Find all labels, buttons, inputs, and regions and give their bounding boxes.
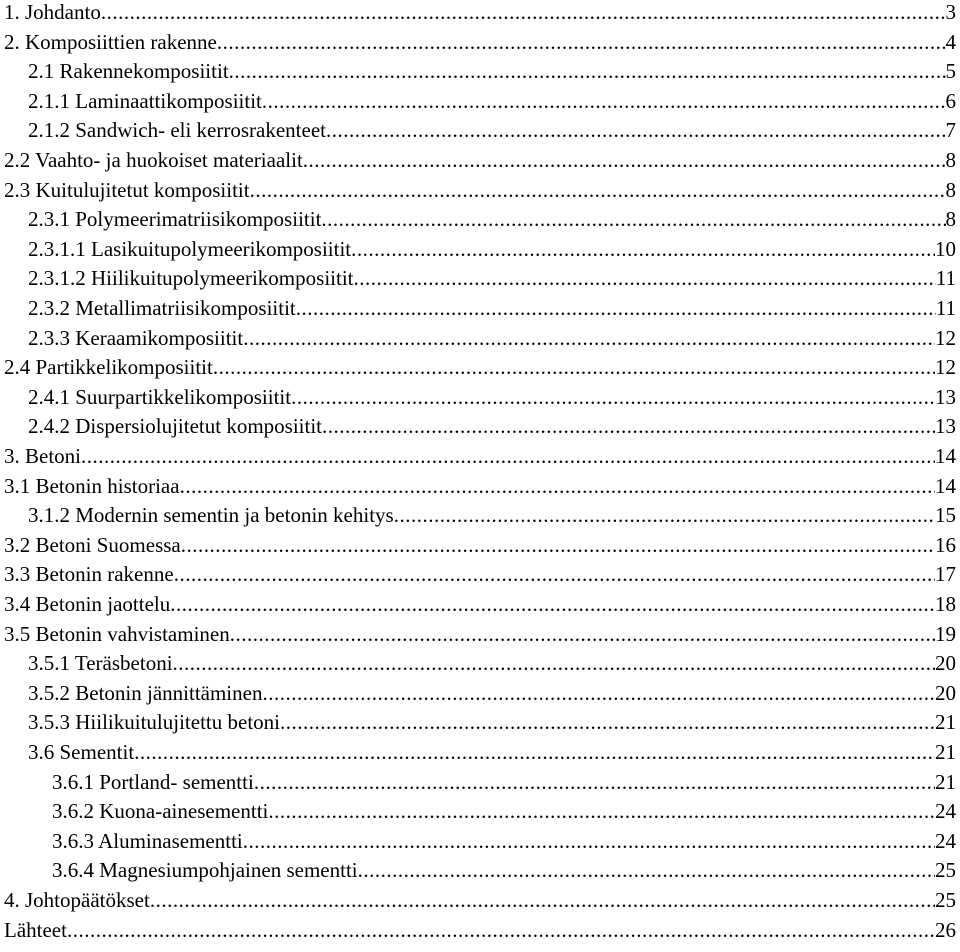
toc-entry-label: 2.3.1 Polymeerimatriisikomposiitit [28, 207, 322, 232]
toc-entry-page: 25 [935, 888, 956, 912]
toc-entry-label: 2. Komposiittien rakenne [4, 29, 217, 54]
dot-leader [213, 355, 935, 380]
dot-leader [174, 562, 935, 587]
toc-entry-page: 25 [935, 858, 956, 883]
dot-leader [291, 385, 935, 410]
toc-entry[interactable] [0, 681, 956, 711]
dot-leader [134, 740, 935, 765]
toc-entry-page: 12 [935, 325, 956, 350]
toc-entry-page: 13 [935, 384, 956, 409]
toc-entry-label: Lähteet [4, 917, 67, 942]
toc-entry-label: 2.3.1.2 Hiilikuitupolymeerikomposiitit [28, 266, 354, 291]
toc-entry-label: 3.6.2 Kuona-ainesementti [52, 799, 269, 824]
toc-entry-label: 2.3 Kuitulujitetut komposiitit [4, 177, 250, 202]
toc-entry-label: 3.5.1 Teräsbetoni [28, 651, 173, 676]
toc-entry-page: 14 [935, 473, 956, 498]
dot-leader [296, 296, 936, 321]
toc-entry[interactable] [0, 562, 956, 592]
toc-entry-label: 2.2 Vaahto- ja huokoiset materiaalit [4, 148, 303, 172]
dot-leader [217, 30, 946, 55]
toc-entry-label: 3.5.3 Hiilikuitulujitettu betoni [28, 710, 280, 735]
toc-entry-label: 3.6.3 Aluminasementti [52, 828, 243, 853]
toc-entry[interactable] [0, 207, 956, 237]
toc-entry-label: 2.3.1.1 Lasikuitupolymeerikomposiitit [28, 236, 352, 261]
toc-entry[interactable] [0, 799, 956, 829]
toc-entry[interactable] [0, 651, 956, 681]
toc-entry[interactable] [0, 0, 956, 30]
dot-leader [394, 503, 935, 528]
toc-entry-label: 3.1 Betonin historiaa [4, 473, 180, 498]
dot-leader [321, 207, 945, 232]
dot-leader [262, 89, 946, 114]
toc-entry[interactable] [0, 740, 956, 770]
toc-entry-page: 16 [935, 532, 956, 557]
dot-leader [268, 799, 935, 824]
toc-entry[interactable] [0, 266, 956, 296]
dot-leader [243, 829, 935, 854]
toc-entry-label: 2.4.2 Dispersiolujitetut komposiitit [28, 414, 322, 439]
toc-entry[interactable] [0, 829, 956, 859]
dot-leader [173, 651, 935, 676]
dot-leader [101, 0, 946, 25]
toc-entry-page: 10 [935, 236, 956, 261]
toc-entry[interactable] [0, 592, 956, 622]
toc-entry-label: 3.4 Betonin jaottelu [4, 592, 171, 616]
dot-leader [262, 681, 935, 706]
toc-entry-page: 13 [935, 414, 956, 439]
toc-entry-page: 4 [945, 29, 956, 54]
toc-entry[interactable] [0, 474, 956, 504]
toc-entry-label: 3.3 Betonin rakenne [4, 562, 174, 587]
dot-leader [229, 59, 946, 84]
toc-entry[interactable] [0, 178, 956, 208]
toc-entry[interactable] [0, 503, 956, 533]
toc-entry[interactable] [0, 622, 956, 652]
dot-leader [354, 266, 936, 291]
toc-entry-label: 2.3.2 Metallimatriisikomposiitit [28, 296, 296, 320]
dot-leader [170, 592, 935, 617]
dot-leader [230, 622, 935, 647]
dot-leader [81, 444, 935, 469]
toc-entry-page: 18 [935, 592, 956, 616]
dot-leader [322, 414, 935, 439]
toc-entry-label: 3.5.2 Betonin jännittäminen [28, 680, 263, 705]
toc-entry[interactable] [0, 89, 956, 119]
toc-entry[interactable] [0, 918, 956, 948]
dot-leader [326, 118, 946, 143]
toc-entry[interactable] [0, 355, 956, 385]
toc-entry[interactable] [0, 858, 956, 888]
toc-entry-label: 3. Betoni [4, 444, 81, 468]
toc-entry-page: 14 [935, 444, 956, 468]
toc-entry-page: 8 [945, 148, 956, 172]
toc-entry-label: 3.1.2 Modernin sementin ja betonin kehitys [28, 503, 394, 528]
dot-leader [351, 237, 935, 262]
toc-entry[interactable] [0, 888, 956, 918]
dot-leader [250, 178, 946, 203]
toc-entry-page: 21 [935, 710, 956, 735]
toc-entry-page: 11 [935, 296, 956, 320]
dot-leader [303, 148, 946, 173]
toc-entry-page: 21 [935, 769, 956, 794]
dot-leader [180, 474, 935, 499]
toc-entry-page: 21 [935, 740, 956, 764]
toc-entry-label: 2.3.3 Keraamikomposiitit [28, 325, 244, 350]
toc-entry-label: 3.2 Betoni Suomessa [4, 532, 181, 557]
toc-entry-page: 24 [935, 828, 956, 853]
dot-leader [280, 710, 935, 735]
toc-entry[interactable] [0, 533, 956, 563]
toc-entry-label: 2.1.2 Sandwich- eli kerrosrakenteet [28, 118, 326, 143]
toc-entry-page: 5 [945, 59, 956, 84]
dot-leader [181, 533, 935, 558]
toc-entry[interactable] [0, 326, 956, 356]
toc-entry-page: 6 [945, 88, 956, 113]
toc-entry[interactable] [0, 30, 956, 60]
toc-entry-label: 3.5 Betonin vahvistaminen [4, 621, 230, 646]
toc-entry-page: 8 [945, 177, 956, 202]
toc-entry[interactable] [0, 237, 956, 267]
toc-entry-page: 20 [935, 680, 956, 705]
dot-leader [150, 888, 935, 913]
toc-entry-label: 2.4.1 Suurpartikkelikomposiitit [28, 384, 292, 409]
toc-entry[interactable] [0, 296, 956, 326]
toc-entry-label: 3.6 Sementit [28, 740, 135, 764]
toc-entry-page: 20 [935, 651, 956, 676]
toc-entry[interactable] [0, 148, 956, 178]
toc-entry-label: 2.4 Partikkelikomposiitit [4, 355, 213, 380]
toc-entry[interactable] [0, 118, 956, 148]
toc-entry-page: 11 [935, 266, 956, 291]
toc-entry-page: 7 [945, 118, 956, 143]
toc-entry-label: 3.6.1 Portland- sementti [52, 769, 254, 794]
toc-entry-page: 3 [945, 0, 956, 24]
dot-leader [67, 918, 935, 943]
toc-entry-label: 2.1 Rakennekomposiitit [28, 59, 229, 84]
toc-entry[interactable] [0, 59, 956, 89]
toc-entry-page: 17 [935, 562, 956, 587]
toc-entry-label: 2.1.1 Laminaattikomposiitit [28, 88, 262, 113]
toc-entry-page: 15 [935, 503, 956, 528]
toc-entry-page: 8 [945, 207, 956, 232]
toc-entry[interactable] [0, 385, 956, 415]
toc-entry-label: 4. Johtopäätökset [4, 888, 150, 912]
toc-entry-label: 3.6.4 Magnesiumpohjainen sementti [52, 858, 358, 883]
dot-leader [254, 770, 935, 795]
toc-entry[interactable] [0, 710, 956, 740]
dot-leader [358, 858, 935, 883]
toc-entry-label: 1. Johdanto [4, 0, 101, 24]
toc-entry-page: 26 [935, 917, 956, 942]
dot-leader [243, 326, 935, 351]
toc-entry-page: 24 [935, 799, 956, 824]
toc-entry[interactable] [0, 414, 956, 444]
toc-entry-page: 19 [935, 621, 956, 646]
toc-entry-page: 12 [935, 355, 956, 380]
toc-entry[interactable] [0, 444, 956, 474]
toc-entry[interactable] [0, 770, 956, 800]
